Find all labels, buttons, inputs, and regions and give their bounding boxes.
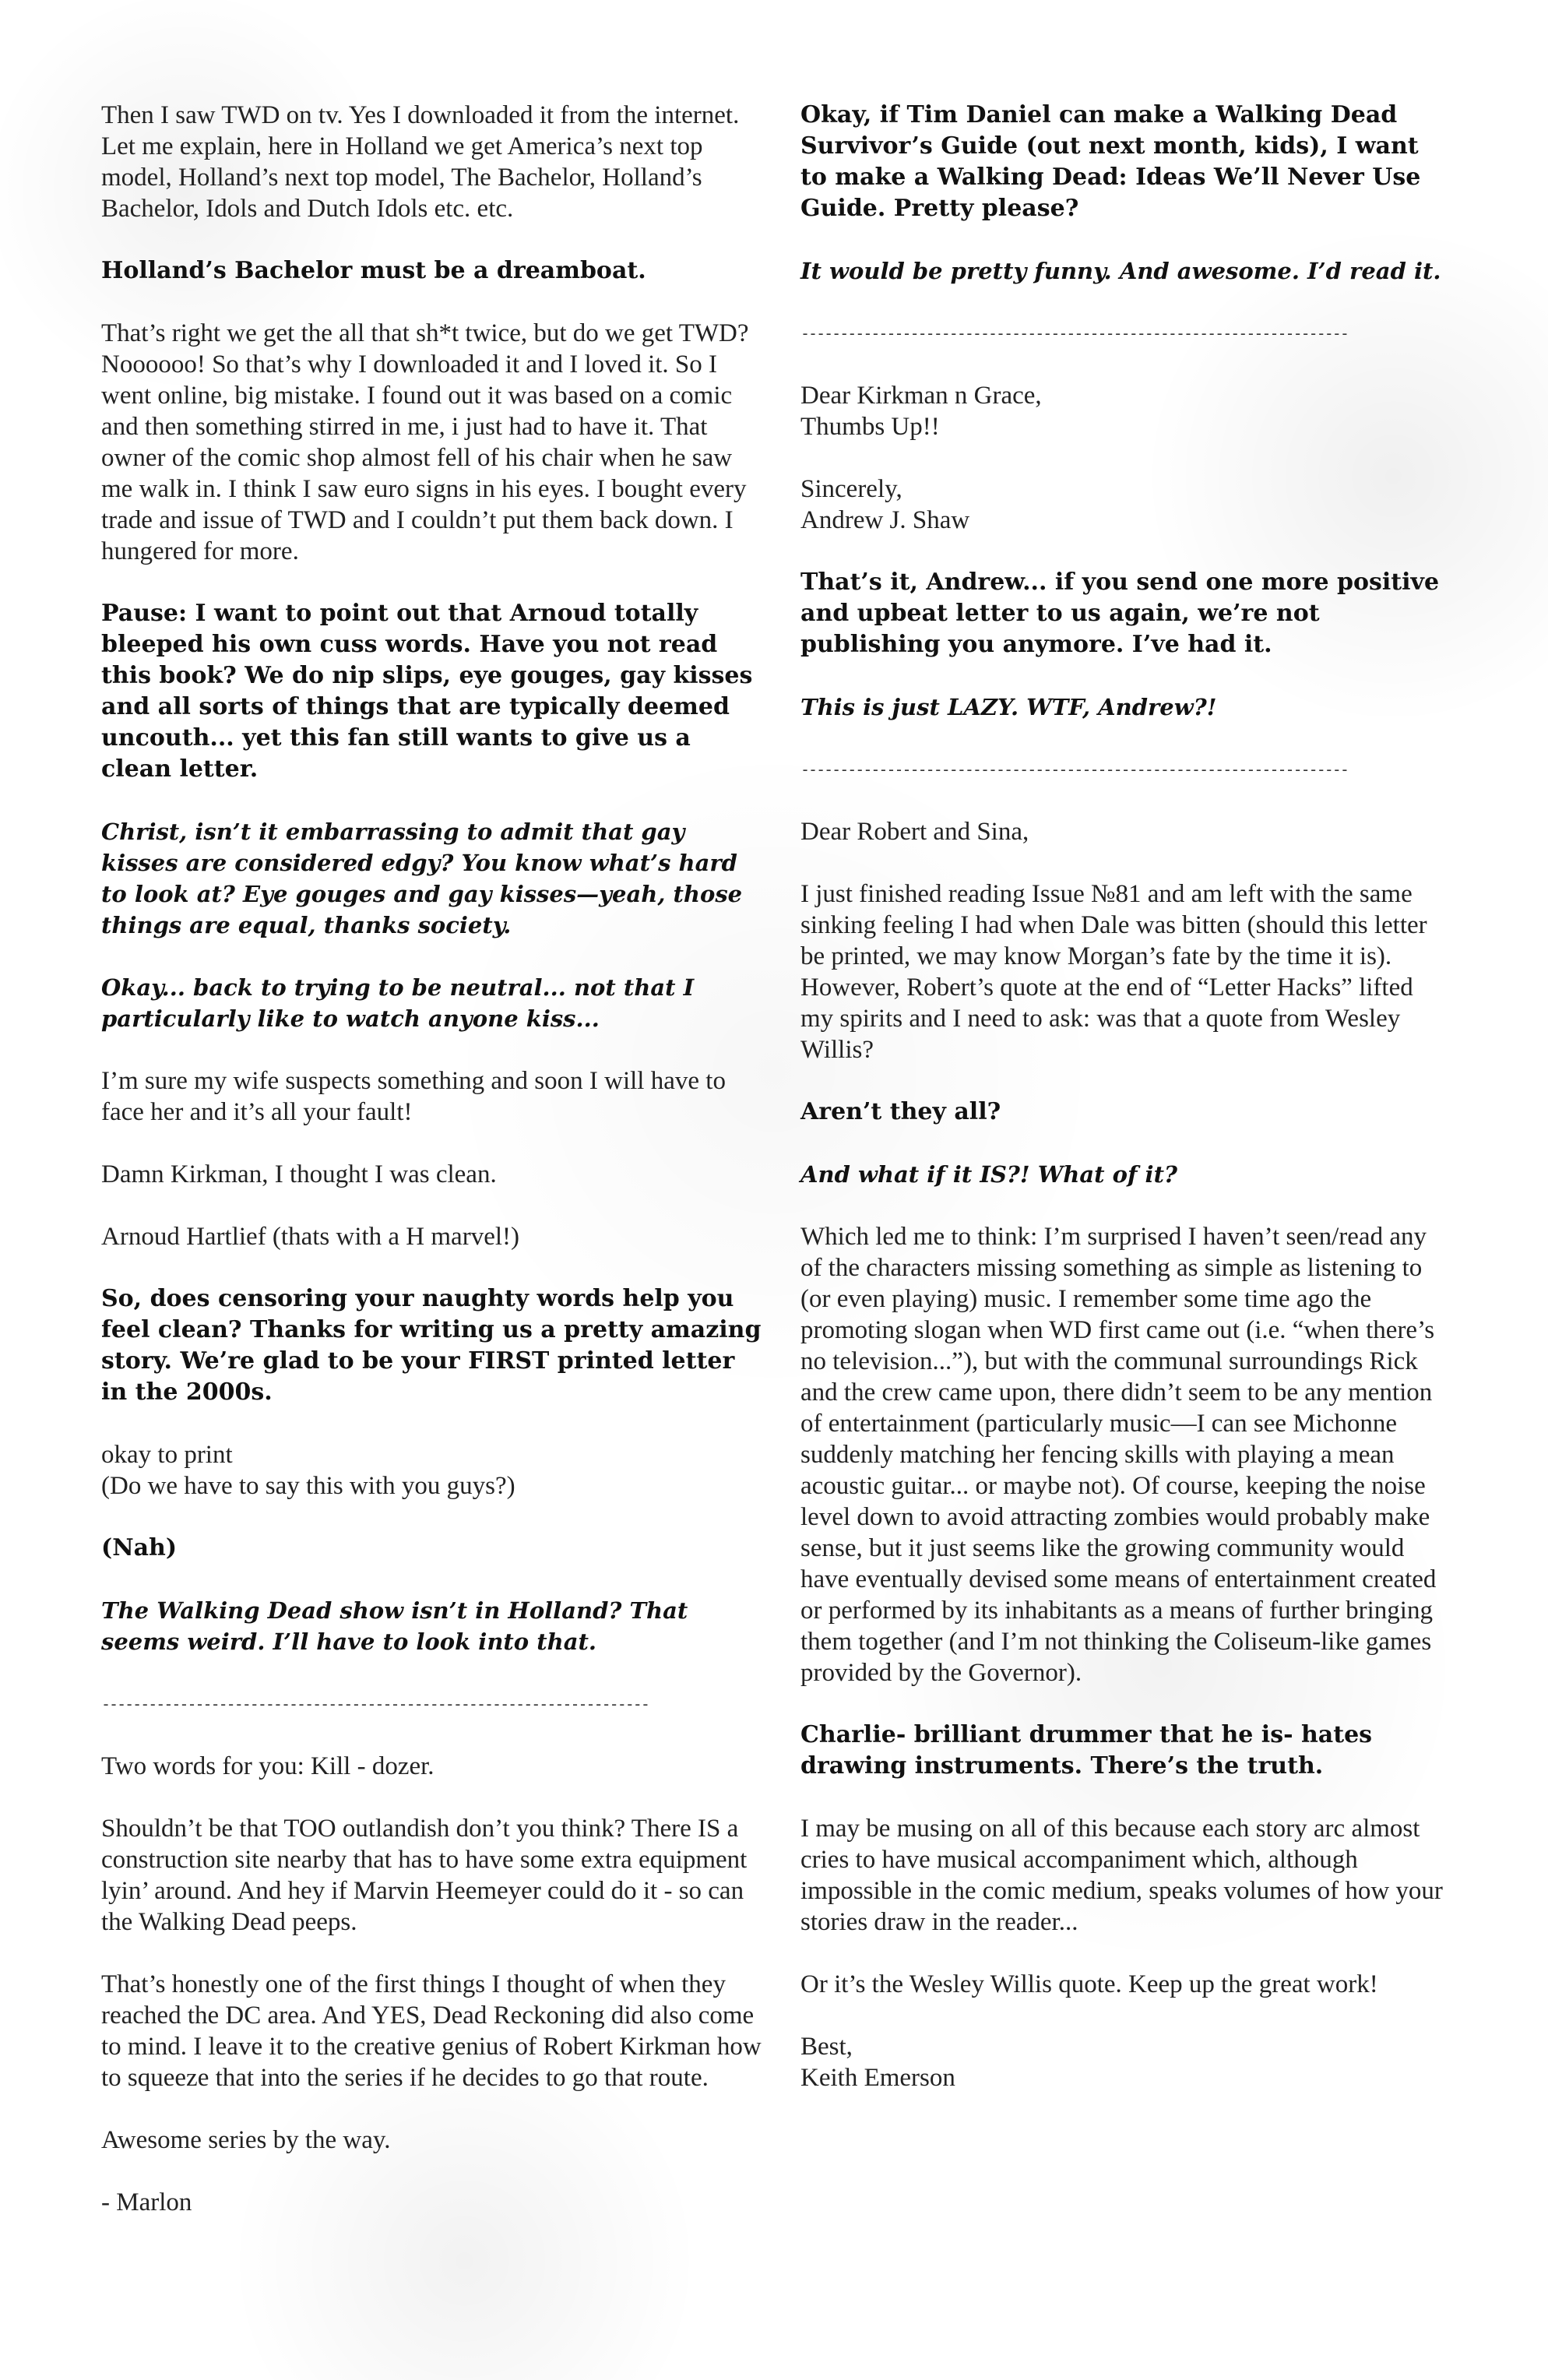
editor-response-italic: The Walking Dead show isn’t in Holland? That seems weird. I’ll have to look into that.: [101, 1597, 688, 1655]
letter-paragraph: Two words for you: Kill - dozer.: [101, 1752, 434, 1780]
editor-response: Charlie- brilliant drummer that he is- hates drawing instruments. There’s the truth.: [800, 1721, 1373, 1780]
letter-signature: Best, Keith Emerson: [800, 2033, 955, 2092]
letter-paragraph: Dear Kirkman n Grace, Thumbs Up!!: [800, 382, 1042, 441]
letter-paragraph: I just finished reading Issue №81 and am left with the same sinking feeling I had when Dale was bitten (should this letter be printed, we may know Morgan’s fate by the time it is). However, Robert’s quote at the end of “Letter Hacks” lifted my spirits and I need to ask: was that a quote from Wesley Willis?: [800, 880, 1427, 1064]
letter-paragraph: Which led me to think: I’m surprised I haven’t seen/read any of the characters missing something as simple as listening to (or even playing) music. I remember some time ago the promoting slogan when WD first came out (i.e. “when there’s no television...”), but with the communal surroundings Rick and the crew came upon, there didn’t seem to be any mention of entertainment (particularly music—I can see Michonne suddenly matching her fencing skills with playing a mean acoustic guitar... or maybe not). Of course, keeping the noise level down to avoid attracting zombies would probably make sense, but it just seems like the growing community would have eventually devised some means of entertainment created or performed by its inhabitants as a means of further bringing them together (and I’m not thinking the Coliseum-like games provided by the Governor).: [800, 1223, 1437, 1687]
right-column: [800, 100, 1447, 2125]
editor-response-italic: It would be pretty funny. And awesome. I’d read it.: [800, 258, 1441, 284]
letter-signature: - Marlon: [101, 2188, 192, 2216]
letter-signature: Arnoud Hartlief (thats with a H marvel!): [101, 1223, 519, 1251]
letter-paragraph: I may be musing on all of this because each story arc almost cries to have musical accompaniment which, although impossible in the comic medium, speaks volumes of how your stories draw in the reader...: [800, 1815, 1443, 1936]
letter-paragraph: That’s honestly one of the first things I thought of when they reached the DC area. And YES, Dead Reckoning did also come to mind. I leave it to the creative genius of Robert Kirkman how to squeeze that into the series if he decides to go that route.: [101, 1970, 762, 2092]
letter-paragraph: I’m sure my wife suspects something and soon I will have to face her and it’s all your fault!: [101, 1067, 726, 1126]
letter-paragraph: Awesome series by the way.: [101, 2126, 391, 2154]
letter-paragraph: Damn Kirkman, I thought I was clean.: [101, 1160, 497, 1188]
letter-paragraph: That’s right we get the all that sh*t twice, but do we get TWD? Noooooo! So that’s why I downloaded it and I loved it. So I went online, big mistake. I found out it was based on a comic and then something stirred in me, i just had to have it. That owner of the comic shop almost fell of his chair when he saw me walk in. I think I saw euro signs in his eyes. I bought every trade and issue of TWD and I couldn’t put them back down. I hungered for more.: [101, 319, 749, 565]
editor-response-italic: Okay... back to trying to be neutral... not that I particularly like to watch anyone kiss...: [101, 974, 695, 1032]
editor-response: (Nah): [101, 1534, 178, 1561]
editor-response: So, does censoring your naughty words help you feel clean? Thanks for writing us a pretty amazing story. We’re glad to be your FIRST printed letter in the 2000s.: [101, 1285, 762, 1406]
editor-response: Holland’s Bachelor must be a dreamboat.: [101, 257, 646, 284]
letter-paragraph: Shouldn’t be that TOO outlandish don’t you think? There IS a construction site nearby that has to have some extra equipment lyin’ around. And hey if Marvin Heemeyer could do it - so can the Walking Dead peeps.: [101, 1815, 748, 1936]
editor-response-italic: Christ, isn’t it embarrassing to admit that gay kisses are considered edgy? You know what’s hard to look at? Eye gouges and gay kisses—yeah, those things are equal, thanks society.: [101, 819, 743, 938]
letter-separator: ----------------------------------------------------------------------: [101, 1695, 649, 1713]
editor-response-italic: This is just LAZY. WTF, Andrew?!: [800, 694, 1217, 720]
editor-response: Pause: I want to point out that Arnoud totally bleeped his own cuss words. Have you not read this book? We do nip slips, eye gouges, gay kisses and all sorts of things that are typically deemed uncouth... yet this fan still wants to give us a clean letter.: [101, 600, 753, 783]
left-column: [101, 100, 763, 2249]
editor-response-italic: And what if it IS?! What of it?: [800, 1161, 1177, 1188]
letter-separator: ----------------------------------------------------------------------: [800, 760, 1348, 779]
editor-response: That’s it, Andrew... if you send one more positive and upbeat letter to us again, we’re not publishing you anymore. I’ve had it.: [800, 569, 1440, 658]
editor-response: Okay, if Tim Daniel can make a Walking Dead Survivor’s Guide (out next month, kids), I want to make a Walking Dead: Ideas We’ll Never Use Guide. Pretty please?: [800, 101, 1421, 222]
letter-paragraph: Or it’s the Wesley Willis quote. Keep up the great work!: [800, 1970, 1378, 1998]
letter-paragraph: Then I saw TWD on tv. Yes I downloaded it from the internet. Let me explain, here in Holland we get America’s next top model, Holland’s next top model, The Bachelor, Holland’s Bachelor, Idols and Dutch Idols etc. etc.: [101, 101, 740, 223]
editor-response: Aren’t they all?: [800, 1098, 1001, 1125]
letter-paragraph: okay to print (Do we have to say this with you guys?): [101, 1441, 515, 1500]
letter-signature: Sincerely, Andrew J. Shaw: [800, 475, 970, 534]
letter-greeting: Dear Robert and Sina,: [800, 818, 1029, 846]
letter-separator: ----------------------------------------------------------------------: [800, 324, 1348, 343]
